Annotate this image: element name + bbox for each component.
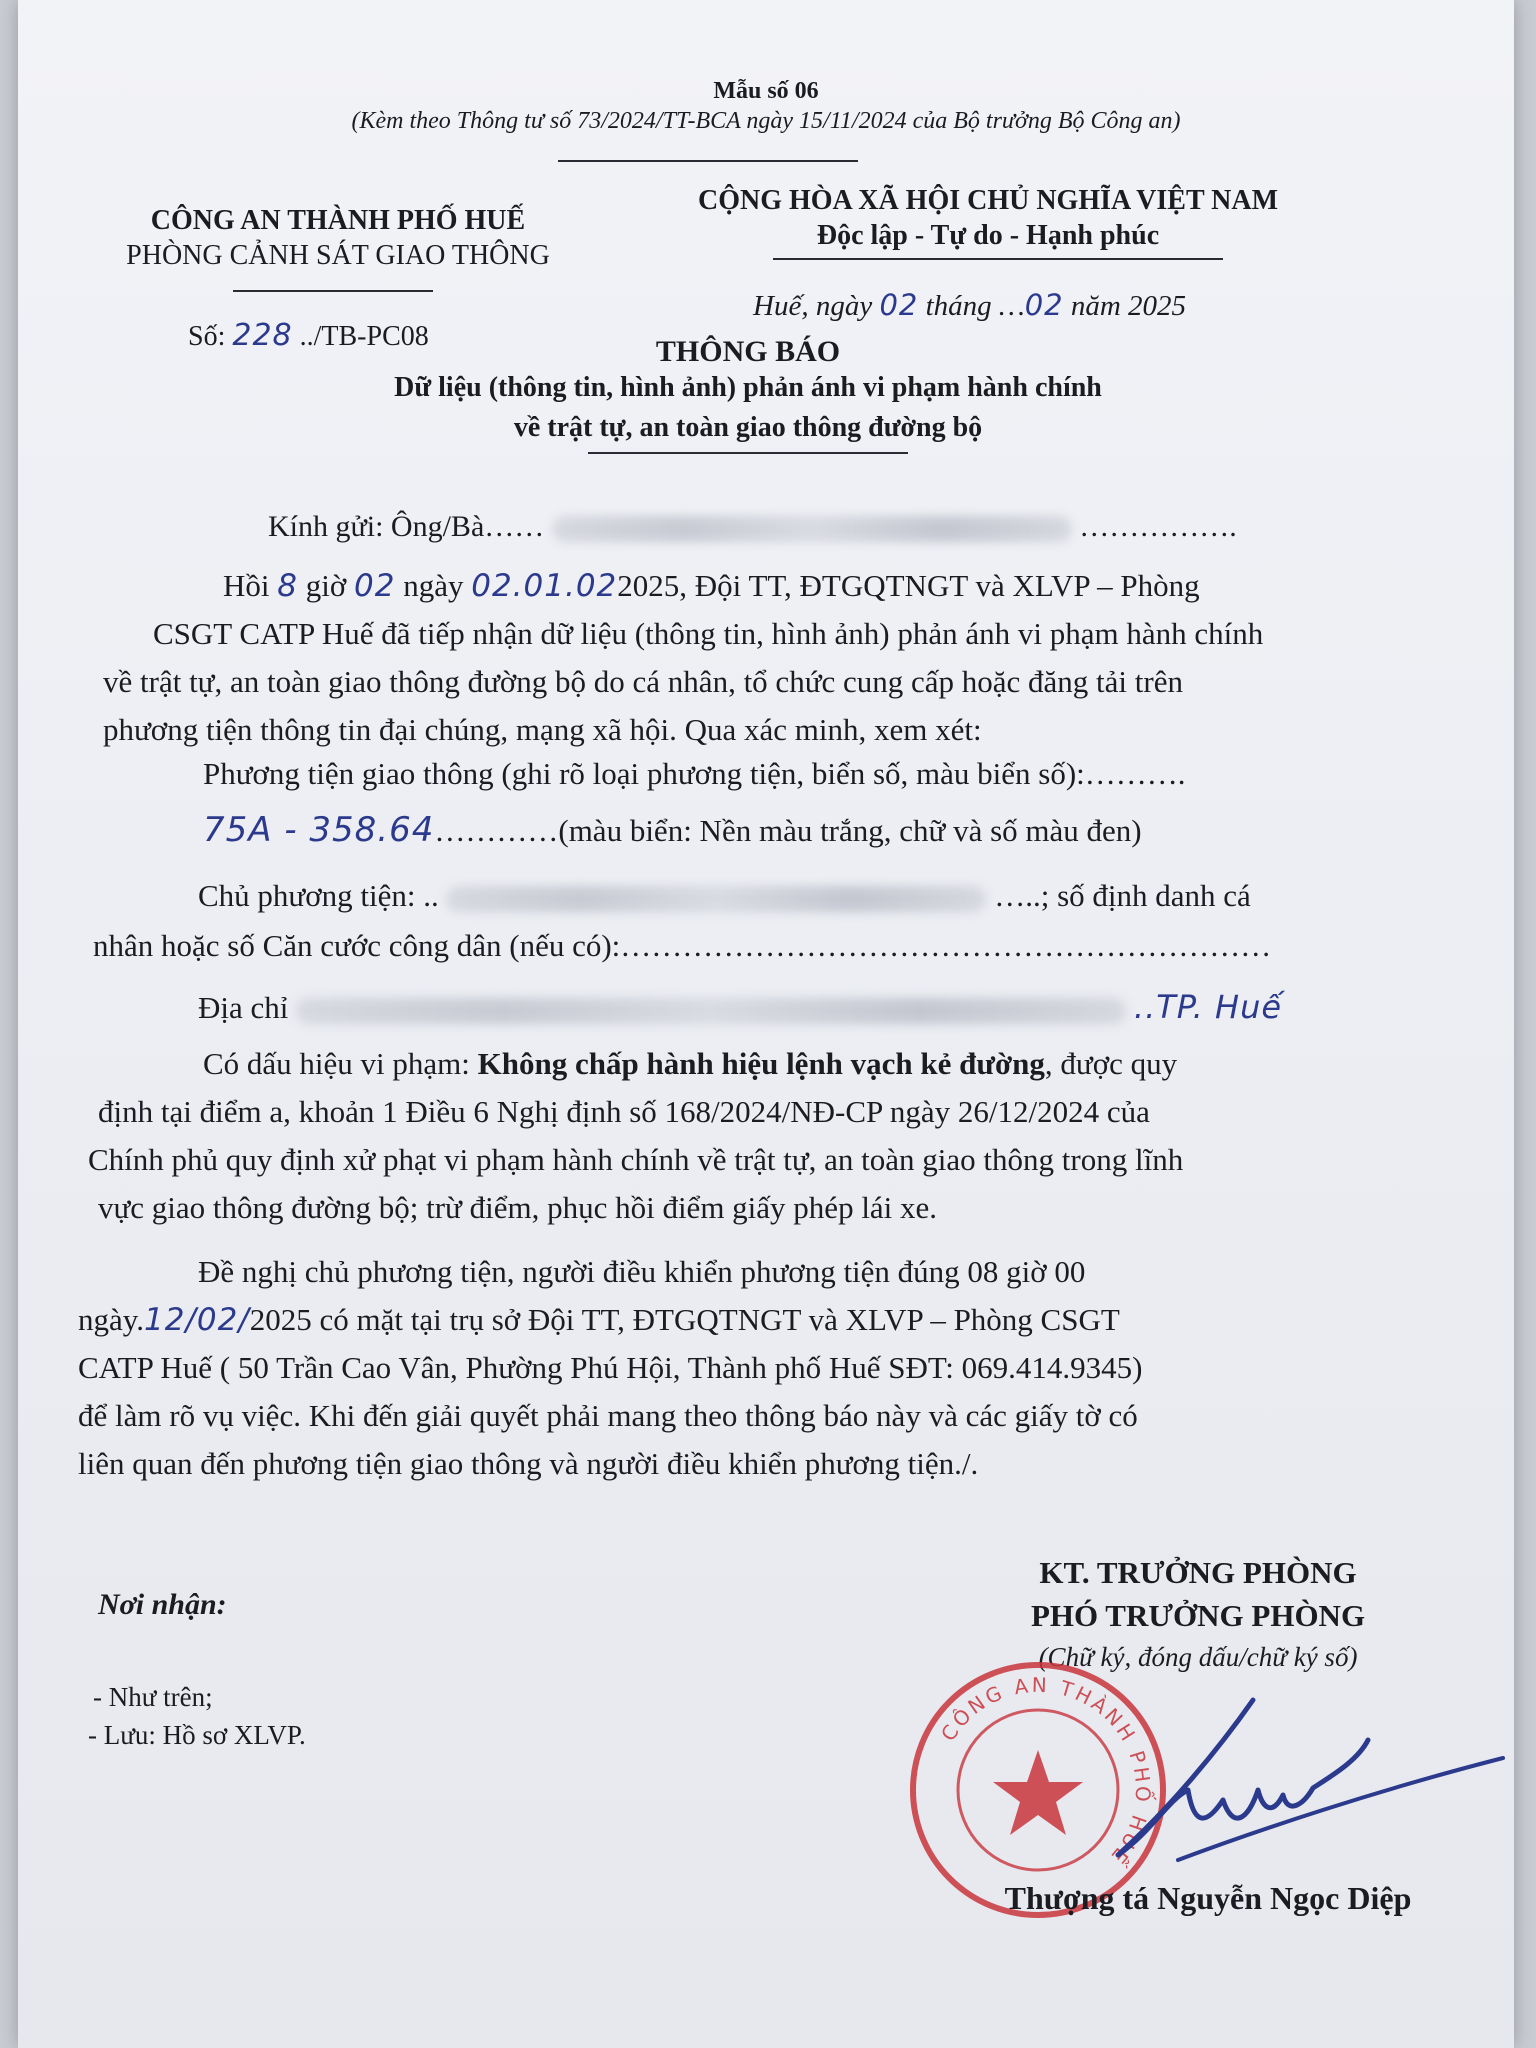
intro-paragraph <box>103 562 1393 754</box>
violation-rest: , được quy <box>1044 1046 1178 1081</box>
plate-trail: …………(màu biển: Nền màu trắng, chữ và số màu đen) <box>434 813 1142 848</box>
date-year: năm 2025 <box>1070 290 1187 322</box>
redacted-owner <box>446 886 986 912</box>
request-line5: liên quan đến phương tiện giao thông và người điều khiển phương tiện./. <box>78 1446 979 1481</box>
address-line <box>198 988 1282 1026</box>
notice-title: THÔNG BÁO <box>655 335 841 368</box>
intro-hour: 8 <box>277 568 298 604</box>
signer-name: Thượng tá Nguyễn Ngọc Diệp <box>1004 1880 1412 1916</box>
request-paragraph <box>78 1248 1408 1488</box>
notice-subtitle-2: về trật tự, an toàn giao thông đường bộ <box>513 412 983 443</box>
recipient-label: Kính gửi: Ông/Bà…… <box>268 510 545 543</box>
divider <box>233 290 433 292</box>
divider <box>773 258 1223 260</box>
violation-line3: Chính phủ quy định xử phạt vi phạm hành chính về trật tự, an toàn giao thông trong lĩnh <box>88 1142 1184 1177</box>
intro-line2: CSGT CATP Huế đã tiếp nhận dữ liệu (thông tin, hình ảnh) phản ánh vi phạm hành chính <box>153 616 1264 651</box>
svg-text:CÔNG AN THÀNH PHỐ HUẾ: CÔNG AN THÀNH PHỐ HUẾ <box>936 1672 1156 1871</box>
signature-title-2: PHÓ TRƯỞNG PHÒNG <box>1030 1598 1366 1633</box>
redacted-address <box>296 998 1126 1024</box>
request-line3: CATP Huế ( 50 Trần Cao Vân, Phường Phú Hội, Thành phố Huế SĐT: 069.414.9345) <box>78 1350 1143 1385</box>
date-day: 02 <box>879 288 919 322</box>
intro-line1-rest: 2025, Đội TT, ĐTGQTNGT và XLVP – Phòng <box>617 568 1200 603</box>
owner-id-line: nhân hoặc số Căn cước công dân (nếu có):……………………………………………………… <box>93 928 1272 963</box>
request-line2-rest: 2025 có mặt tại trụ sở Đội TT, ĐTGQTNGT và XLVP – Phòng CSGT <box>249 1302 1120 1337</box>
document-number-handwritten: 228 <box>232 318 293 353</box>
intro-line3: về trật tự, an toàn giao thông đường bộ do cá nhân, tổ chức cung cấp hoặc đăng tải trên <box>103 664 1183 699</box>
address-handwritten: ..TP. Huế <box>1133 988 1283 1026</box>
redacted-name <box>552 516 1072 542</box>
document-number-suffix: ../TB-PC08 <box>299 321 429 352</box>
date-prefix: Huế, ngày <box>753 290 873 322</box>
request-date-handwritten: 12/02/ <box>144 1302 250 1338</box>
document-number-prefix: Số: <box>188 321 226 352</box>
recipient-trail: ……………. <box>1079 510 1237 543</box>
recipients-title: Nơi nhận: <box>98 1588 227 1621</box>
recipients-item-2: - Lưu: Hồ sơ XLVP. <box>88 1720 306 1750</box>
violation-name: Không chấp hành hiệu lệnh vạch kẻ đường <box>477 1046 1045 1081</box>
issuer-line2: PHÒNG CẢNH SÁT GIAO THÔNG <box>126 240 550 271</box>
issue-date: Huế, ngày 02 tháng …02 năm 2025 <box>753 288 1187 322</box>
owner-line <box>198 878 1251 914</box>
vehicle-plate-line <box>203 810 1142 850</box>
divider <box>588 452 908 454</box>
divider <box>558 160 858 162</box>
intro-line4: phương tiện thông tin đại chúng, mạng xã hội. Qua xác minh, xem xét: <box>103 712 982 747</box>
request-line1: Đề nghị chủ phương tiện, người điều khiển phương tiện đúng 08 giờ 00 <box>198 1254 1086 1289</box>
signature-title-1: KT. TRƯỞNG PHÒNG <box>1039 1555 1357 1590</box>
national-line1: CỘNG HÒA XÃ HỘI CHỦ NGHĨA VIỆT NAM <box>697 185 1279 216</box>
owner-label: Chủ phương tiện: .. <box>198 878 439 913</box>
handwritten-signature <box>1058 1680 1508 1880</box>
plate-handwritten: 75A - 358.64 <box>203 810 435 850</box>
form-attached-note: (Kèm theo Thông tư số 73/2024/TT-BCA ngày 15/11/2024 của Bộ trưởng Bộ Công an) <box>351 108 1181 134</box>
request-ngay: ngày. <box>78 1302 144 1337</box>
owner-trail: …..; số định danh cá <box>994 878 1251 913</box>
intro-date-handwritten: 02.01.02 <box>471 568 618 604</box>
violation-line4: vực giao thông đường bộ; trừ điểm, phục hồi điểm giấy phép lái xe. <box>98 1190 938 1225</box>
national-line2: Độc lập - Tự do - Hạnh phúc <box>816 220 1160 251</box>
request-line4: để làm rõ vụ việc. Khi đến giải quyết phải mang theo thông báo này và các giấy tờ có <box>78 1398 1138 1433</box>
vehicle-label: Phương tiện giao thông (ghi rõ loại phương tiện, biển số, màu biển số):………. <box>203 756 1186 791</box>
violation-paragraph <box>88 1040 1398 1232</box>
document-page <box>18 0 1514 2048</box>
intro-gio: giờ <box>305 568 347 603</box>
date-month-label: tháng <box>925 290 992 322</box>
intro-minute: 02 <box>354 568 396 604</box>
document-number <box>188 318 429 353</box>
violation-prefix: Có dấu hiệu vi phạm: <box>203 1046 478 1081</box>
recipient-line <box>268 510 1237 544</box>
intro-ngay: ngày <box>403 568 464 603</box>
recipients-item-1: - Như trên; <box>93 1682 213 1712</box>
intro-hoi: Hồi <box>223 568 270 603</box>
violation-line2: định tại điểm a, khoản 1 Điều 6 Nghị định số 168/2024/NĐ-CP ngày 26/12/2024 của <box>98 1094 1150 1129</box>
form-number: Mẫu số 06 <box>713 78 819 104</box>
notice-subtitle-1: Dữ liệu (thông tin, hình ảnh) phản ánh vi phạm hành chính <box>394 372 1102 403</box>
date-month: 02 <box>1024 288 1064 322</box>
issuer-line1: CÔNG AN THÀNH PHỐ HUẾ <box>150 205 526 236</box>
address-label: Địa chỉ <box>198 990 289 1025</box>
signature-note: (Chữ ký, đóng dấu/chữ ký số) <box>1038 1642 1358 1672</box>
